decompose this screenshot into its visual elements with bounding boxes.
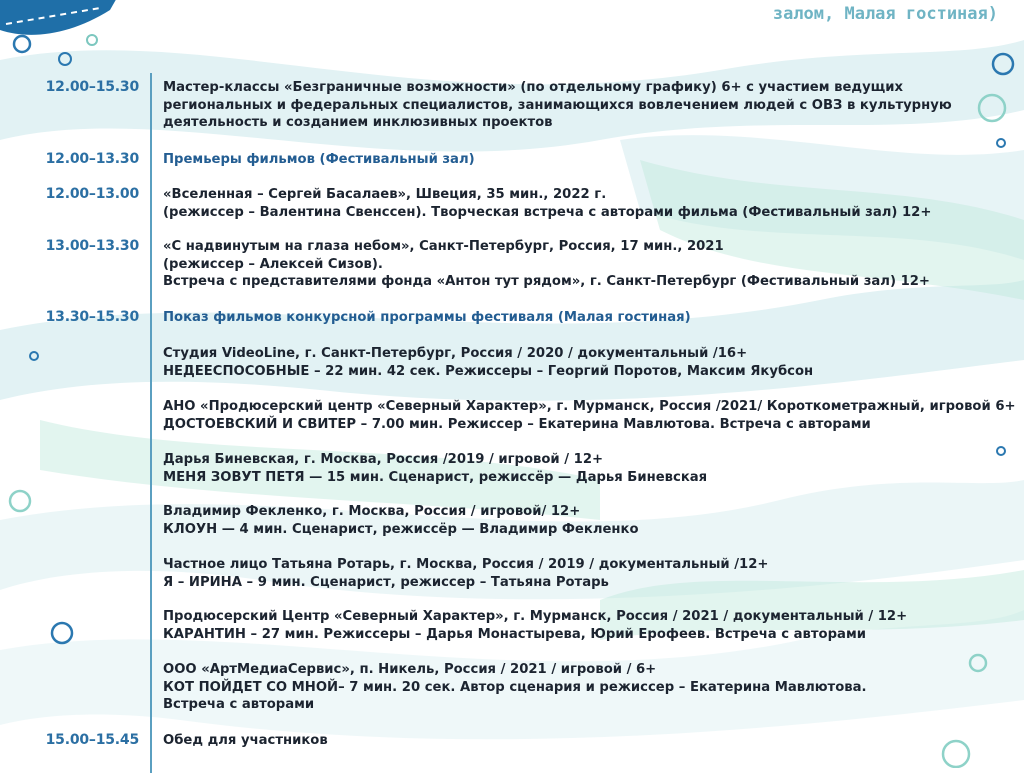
schedule-entry-line: региональных и федеральных специалистов, занимающихся вовлечением людей с ОВЗ в культурную <box>163 97 952 113</box>
schedule-entry-line: Мастер-классы «Безграничные возможности» (по отдельному графику) 6+ с участием ведущих <box>163 80 903 95</box>
header-venue-line: залом, Малая гостиная) <box>772 4 998 24</box>
schedule-entry-line: Частное лицо Татьяна Ротарь, г. Москва, Россия / 2019 / документальный /12+ <box>163 557 769 572</box>
schedule-entry-line: Я – ИРИНА – 9 мин. Сценарист, режиссер – Татьяна Ротарь <box>163 574 609 590</box>
schedule-entry <box>163 398 1016 433</box>
schedule-entry-line: «С надвинутым на глаза небом», Санкт-Петербург, Россия, 17 мин., 2021 <box>163 239 724 254</box>
schedule-entry-line: Обед для участников <box>163 733 328 748</box>
schedule-entry-line: деятельность и созданием инклюзивных проектов <box>163 115 553 131</box>
schedule-entry <box>163 186 993 221</box>
schedule-time: 12.00–13.00 <box>45 186 139 202</box>
schedule-time: 13.30–15.30 <box>45 309 139 325</box>
schedule-entry-line: МЕНЯ ЗОВУТ ПЕТЯ — 15 мин. Сценарист, режиссёр — Дарья Биневская <box>163 469 708 485</box>
schedule-entry-line: КАРАНТИН – 27 мин. Режиссеры – Дарья Монастырева, Юрий Ерофеев. Встреча с авторами <box>163 626 866 642</box>
schedule-entry <box>163 345 993 380</box>
schedule-entry <box>163 238 993 291</box>
schedule-entry-line: НЕДЕЕСПОСОБНЫЕ – 22 мин. 42 сек. Режиссеры – Георгий Поротов, Максим Якубсон <box>163 363 814 379</box>
schedule-time: 15.00–15.45 <box>45 732 139 748</box>
schedule-entry <box>163 451 993 486</box>
schedule-entry <box>163 608 993 643</box>
schedule-entry-line: ООО «АртМедиаСервис», п. Никель, Россия / 2021 / игровой / 6+ <box>163 662 657 677</box>
schedule-entry-line: (режиссер – Валентина Свенссен). Творческая встреча с авторами фильма (Фестивальный зал) 12+ <box>163 204 932 220</box>
schedule-entry <box>163 556 993 591</box>
schedule-entry-line: Владимир Фекленко, г. Москва, Россия / игровой/ 12+ <box>163 504 581 519</box>
schedule-entry <box>163 661 993 714</box>
schedule-entry-line: Встреча с авторами <box>163 697 315 713</box>
schedule-entry-line: Показ фильмов конкурсной программы фестиваля (Малая гостиная) <box>163 310 691 325</box>
schedule-entry <box>163 79 993 132</box>
schedule-entry <box>163 503 993 538</box>
schedule-entry-line: «Вселенная – Сергей Басалаев», Швеция, 35 мин., 2022 г. <box>163 187 607 202</box>
schedule-time: 12.00–15.30 <box>45 79 139 95</box>
schedule-time: 12.00–13.30 <box>45 151 139 167</box>
schedule-entry <box>163 309 993 327</box>
schedule-entry-line: Встреча с представителями фонда «Антон тут рядом», г. Санкт-Петербург (Фестивальный зал) 12+ <box>163 274 930 290</box>
schedule-time: 13.00–13.30 <box>45 238 139 254</box>
schedule-entry-line: Продюсерский Центр «Северный Характер», г. Мурманск, Россия / 2021 / документальный / 12+ <box>163 609 908 624</box>
schedule-entry <box>163 151 993 169</box>
schedule-entry-line: Студия VideoLine, г. Санкт-Петербург, Россия / 2020 / документальный /16+ <box>163 346 748 361</box>
schedule-entry-line: КОТ ПОЙДЕТ СО МНОЙ– 7 мин. 20 сек. Автор сценария и режиссер – Екатерина Мавлютова. <box>163 679 867 695</box>
schedule-entry-line: АНО «Продюсерский центр «Северный Характер», г. Мурманск, Россия /2021/ Короткометражный, игровой 6+ <box>163 399 1016 414</box>
schedule-entry <box>163 732 993 750</box>
schedule-entry-line: КЛОУН — 4 мин. Сценарист, режиссёр — Владимир Фекленко <box>163 521 639 537</box>
schedule-entry-line: Премьеры фильмов (Фестивальный зал) <box>163 152 475 167</box>
schedule-entry-line: (режиссер – Алексей Сизов). <box>163 256 383 272</box>
schedule-entry-line: Дарья Биневская, г. Москва, Россия /2019 / игровой / 12+ <box>163 452 604 467</box>
schedule-entry-line: ДОСТОЕВСКИЙ И СВИТЕР – 7.00 мин. Режиссер – Екатерина Мавлютова. Встреча с авторами <box>163 416 871 432</box>
